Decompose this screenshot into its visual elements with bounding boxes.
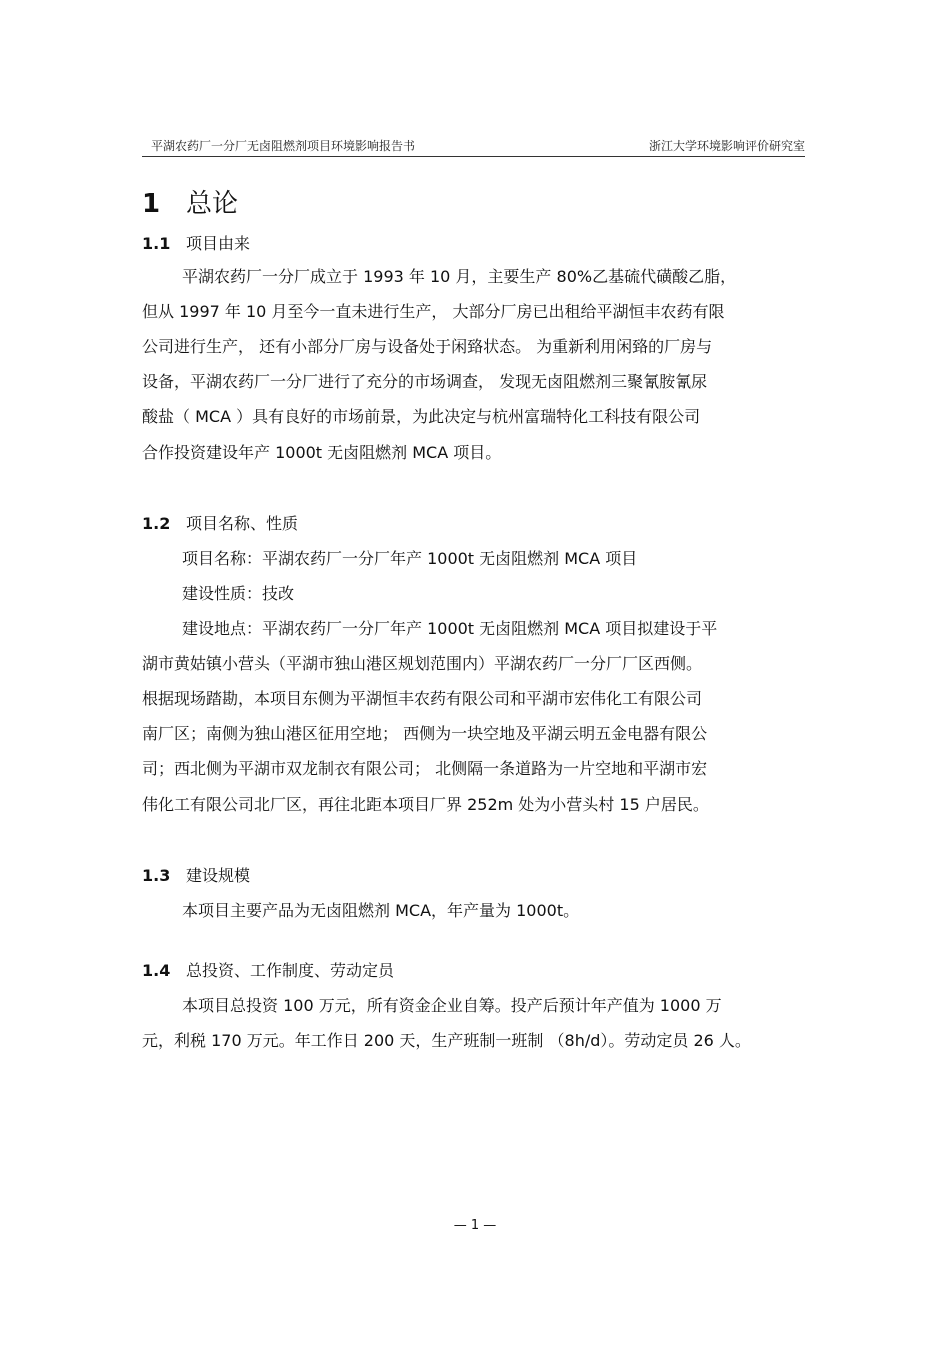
section-number: 1.3 — [142, 866, 171, 885]
paragraph-line: 公司进行生产， 还有小部分厂房与设备处于闲臵状态。 为重新利用闲臵的厂房与 — [142, 337, 713, 356]
page-header — [142, 136, 805, 157]
section-number: 1.2 — [142, 514, 171, 533]
section-title: 总投资、工作制度、劳动定员 — [186, 961, 395, 980]
section-number: 1.1 — [142, 234, 171, 253]
paragraph-line: 但从 1997 年 10 月至今一直未进行生产， 大部分厂房已出租给平湖恒丰农药有限 — [142, 302, 725, 321]
paragraph-line: 湖市黄姑镇小营头（平湖市独山港区规划范围内）平湖农药厂一分厂厂区西侧。 — [142, 654, 703, 673]
section-heading-1-2 — [142, 513, 298, 535]
paragraph-line: 本项目总投资 100 万元，所有资金企业自筹。投产后预计年产值为 1000 万 — [182, 996, 722, 1015]
section-heading-1-1 — [142, 233, 250, 255]
paragraph-line: 设备，平湖农药厂一分厂进行了充分的市场调查， 发现无卤阻燃剂三聚氰胺氰尿 — [142, 372, 708, 391]
section-number: 1.4 — [142, 961, 171, 980]
section-heading-1-4 — [142, 960, 394, 982]
paragraph-line: 根据现场踏勘，本项目东侧为平湖恒丰农药有限公司和平湖市宏伟化工有限公司 — [142, 689, 703, 708]
paragraph-line: 平湖农药厂一分厂成立于 1993 年 10 月，主要生产 80%乙基硫代磺酸乙脂， — [182, 267, 737, 286]
paragraph-line: 伟化工有限公司北厂区，再往北距本项目厂界 252m 处为小营头村 15 户居民。 — [142, 795, 709, 814]
section-title: 项目由来 — [186, 234, 251, 253]
paragraph-line: 项目名称：平湖农药厂一分厂年产 1000t 无卤阻燃剂 MCA 项目 — [182, 549, 638, 568]
paragraph-line: 司；西北侧为平湖市双龙制衣有限公司； 北侧隔一条道路为一片空地和平湖市宏 — [142, 759, 708, 778]
section-heading-1-3 — [142, 865, 250, 887]
paragraph-line: 本项目主要产品为无卤阻燃剂 MCA，年产量为 1000t。 — [182, 901, 580, 920]
chapter-number: 1 — [142, 189, 161, 219]
paragraph-line: 酸盐（ MCA ）具有良好的市场前景，为此决定与杭州富瑞特化工科技有限公司 — [142, 407, 701, 426]
paragraph-line: 元，利税 170 万元。年工作日 200 天，生产班制一班制 （8h/d）。劳动定员 26 人。 — [142, 1031, 751, 1050]
chapter-title: 总论 — [186, 189, 239, 219]
chapter-heading — [142, 188, 238, 220]
paragraph-line: 南厂区；南侧为独山港区征用空地； 西侧为一块空地及平湖云明五金电器有限公 — [142, 724, 708, 743]
paragraph-line: 建设地点：平湖农药厂一分厂年产 1000t 无卤阻燃剂 MCA 项目拟建设于平 — [182, 619, 718, 638]
section-title: 建设规模 — [186, 866, 251, 885]
paragraph-line: 建设性质：技改 — [182, 584, 295, 603]
header-organization: 浙江大学环境影响评价研究室 — [648, 139, 805, 153]
header-report-title: 平湖农药厂一分厂无卤阻燃剂项目环境影响报告书 — [151, 139, 416, 153]
section-title: 项目名称、性质 — [186, 514, 299, 533]
paragraph-line: 合作投资建设年产 1000t 无卤阻燃剂 MCA 项目。 — [142, 443, 502, 462]
page-number: — 1 — — [453, 1218, 497, 1233]
